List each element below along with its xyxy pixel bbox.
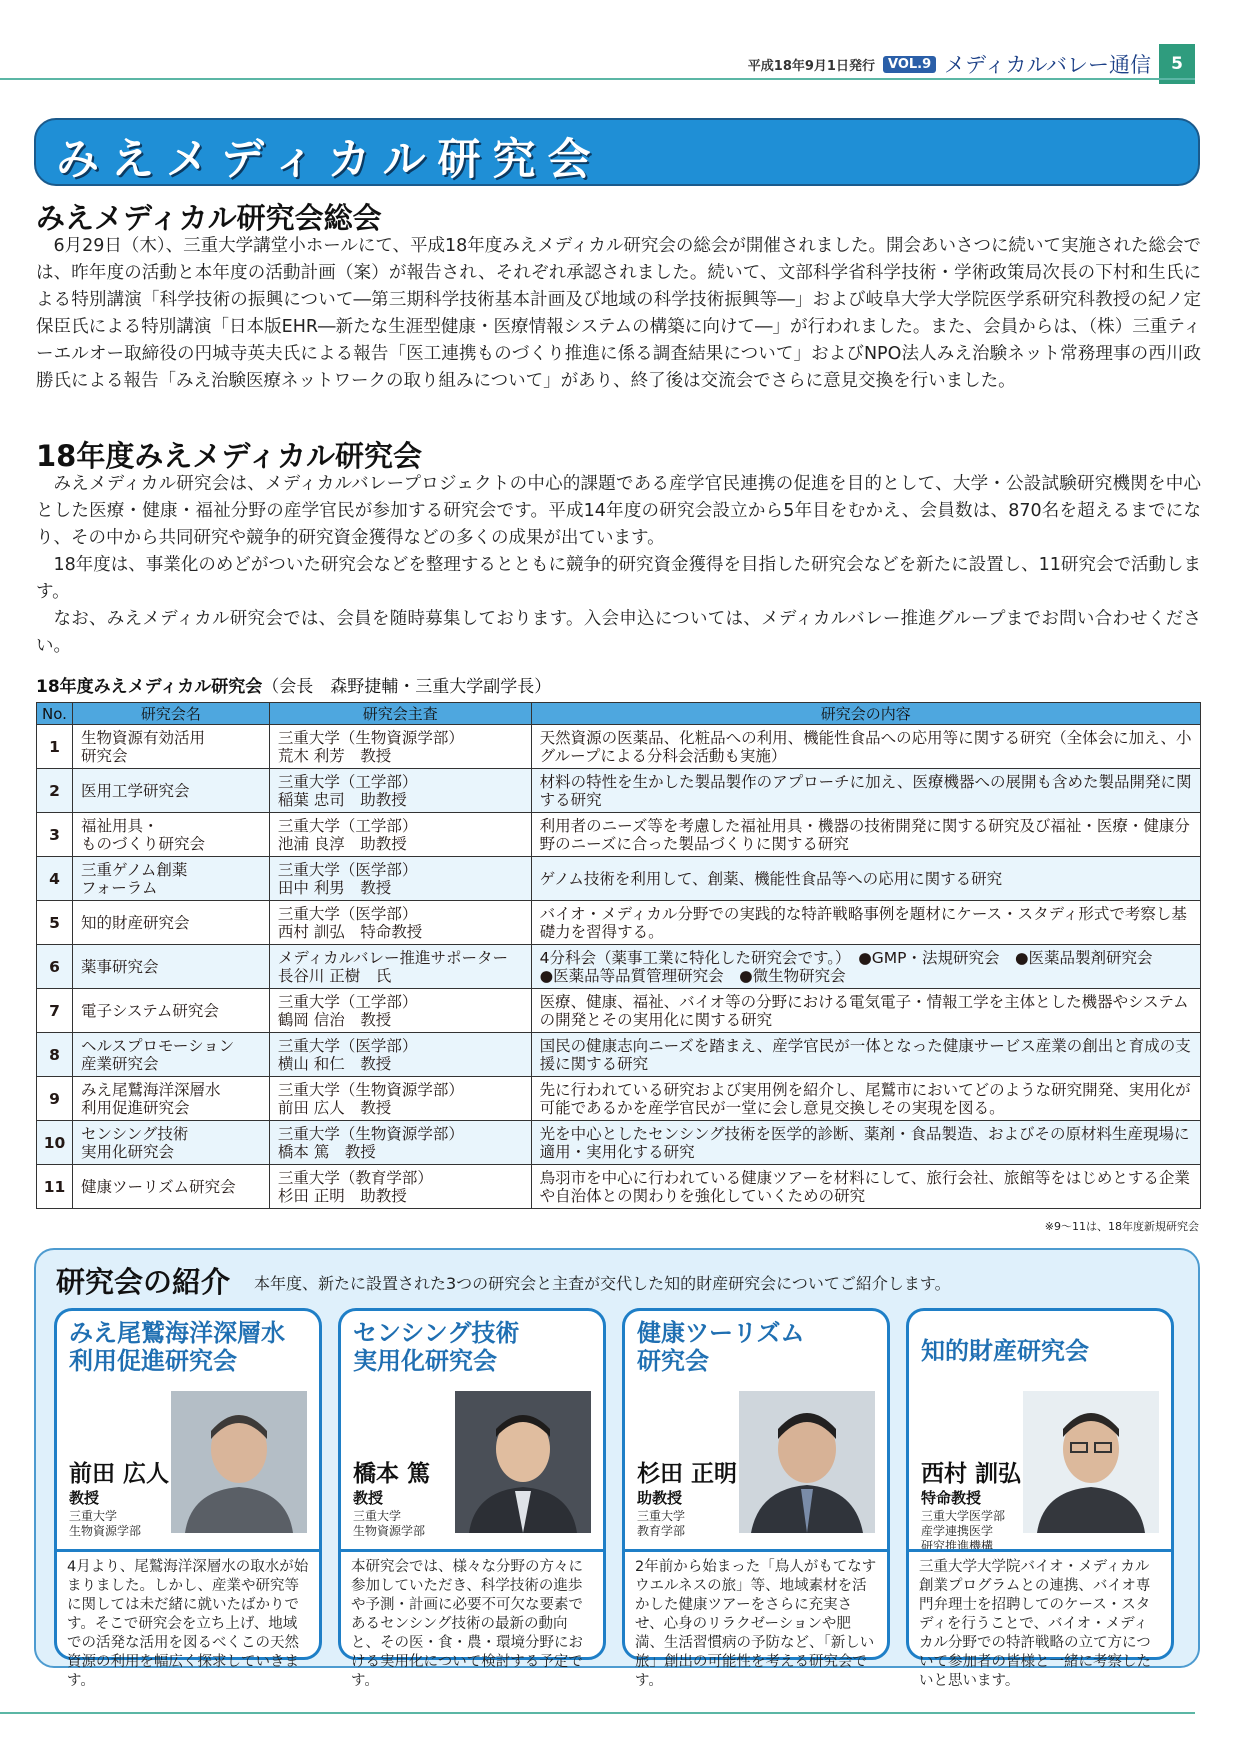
row-content: 鳥羽市を中心に行われている健康ツアーを材料にして、旅行会社、旅館等をはじめとする企業や自治体との関わりを強化していくための研究 (531, 1165, 1200, 1209)
row-name: 福祉用具・ ものづくり研究会 (72, 813, 269, 857)
page-number: 5 (1159, 44, 1195, 84)
person-position: 教授 (353, 1489, 384, 1507)
row-chair: 三重大学（工学部） 鶴岡 信治 教授 (269, 989, 531, 1033)
intro-subtitle: 本年度、新たに設置された3つの研究会と主査が交代した知的財産研究会についてご紹介します。 (254, 1274, 951, 1293)
row-name: 電子システム研究会 (72, 989, 269, 1033)
card-title: みえ尾鷲海洋深層水 利用促進研究会 (69, 1319, 285, 1375)
row-content: 利用者のニーズ等を考慮した福祉用具・機器の技術開発に関する研究及び福祉・医療・健康分野のニーズに合った製品づくりに関する研究 (531, 813, 1200, 857)
row-chair: 三重大学（医学部） 田中 利男 教授 (269, 857, 531, 901)
table-row (37, 857, 1201, 901)
table-row (37, 989, 1201, 1033)
title-banner (34, 118, 1200, 186)
row-no: 3 (37, 813, 73, 857)
person-name: 西村 訓弘 (921, 1461, 1022, 1487)
person-position: 助教授 (637, 1489, 683, 1507)
card-description: 三重大学大学院バイオ・メディカル創業プログラムとの連携、バイオ専門弁理士を招聘してのケース・スタディを行うことで、バイオ・メディカル分野での特許戦略の立て方について参加者の皆様と一緒に考察したいと思います。 (909, 1549, 1171, 1663)
col-header-name: 研究会名 (72, 703, 269, 725)
row-name: 知的財産研究会 (72, 901, 269, 945)
header-rule (0, 78, 1195, 80)
row-content: バイオ・メディカル分野での実践的な特許戦略事例を題材にケース・スタディ形式で考察し基礎力を習得する。 (531, 901, 1200, 945)
row-content: ゲノム技術を利用して、創薬、機能性食品等への応用に関する研究 (531, 857, 1200, 901)
table-caption-chair: （会長 森野捷輔・三重大学副学長） (262, 677, 552, 697)
table-row (37, 769, 1201, 813)
row-no: 9 (37, 1077, 73, 1121)
row-content: 4分科会（薬事工業に特化した研究会です。） ●GMP・法規研究会 ●医薬品製剤研究会 ●医薬品等品質管理研究会 ●微生物研究会 (531, 945, 1200, 989)
issue-date: 平成18年9月1日発行 (747, 58, 875, 74)
table-header-row (37, 703, 1201, 725)
card-title: センシング技術 実用化研究会 (353, 1319, 520, 1375)
table-row (37, 1077, 1201, 1121)
person-icon (455, 1391, 591, 1533)
row-name: 健康ツーリズム研究会 (72, 1165, 269, 1209)
person-affiliation: 三重大学 教育学部 (637, 1509, 686, 1538)
row-content: 天然資源の医薬品、化粧品への利用、機能性食品への応用等に関する研究（全体会に加え、小グループによる分科会活動も実施） (531, 725, 1200, 769)
portrait-photo (171, 1391, 307, 1533)
row-no: 1 (37, 725, 73, 769)
volume-badge: VOL.9 (883, 56, 936, 73)
row-chair: 三重大学（教育学部） 杉田 正明 助教授 (269, 1165, 531, 1209)
row-chair: 三重大学（医学部） 横山 和仁 教授 (269, 1033, 531, 1077)
row-content: 材料の特性を生かした製品製作のアプローチに加え、医療機器への展開も含めた製品開発に関する研究 (531, 769, 1200, 813)
person-affiliation: 三重大学 生物資源学部 (69, 1509, 142, 1538)
row-no: 8 (37, 1033, 73, 1077)
table-footnote: ※9〜11は、18年度新規研究会 (1044, 1220, 1199, 1233)
row-content: 先に行われている研究および実用例を紹介し、尾鷲市においてどのような研究開発、実用化が可能であるかを産学官民が一堂に会し意見交換しその実現を図る。 (531, 1077, 1200, 1121)
row-no: 6 (37, 945, 73, 989)
row-name: 生物資源有効活用 研究会 (72, 725, 269, 769)
research-groups-table (36, 702, 1201, 1209)
row-name: 医用工学研究会 (72, 769, 269, 813)
general-meeting-paragraph: 6月29日（木）、三重大学講堂小ホールにて、平成18年度みえメディカル研究会の総会が開催されました。開会あいさつに続いて実施された総会では、昨年度の活動と本年度の活動計画（案）が報告され、それぞれ承認されました。続いて、文部科学省科学技術・学術政策局次長の下村和生氏による特別講演「科学技術の振興について―第三期科学技術基本計画及び地域の科学技術振興等―」および岐阜大学大学院医学系研究科教授の紀ノ定保臣氏による特別講演「日本版EHR―新たな生涯型健康・医療情報システムの構築に向けて―」が行われました。また、会員からは、（株）三重ティーエルオー取締役の円城寺英夫氏による報告「医工連携ものづくり推進に係る調査結果について」およびNPO法人みえ治験ネット常務理事の西川政勝氏による報告「みえ治験医療ネットワークの取り組みについて」があり、終了後は交流会でさらに意見交換を行いました。 (36, 236, 1201, 391)
intro-title: 研究会の紹介 (56, 1265, 231, 1299)
row-name: 薬事研究会 (72, 945, 269, 989)
row-content: 医療、健康、福祉、バイオ等の分野における電気電子・情報工学を主体とした機器やシステムの開発とその実用化に関する研究 (531, 989, 1200, 1033)
person-name: 前田 広人 (69, 1461, 170, 1487)
portrait-photo (739, 1391, 875, 1533)
row-chair: 三重大学（生物資源学部） 荒木 利芳 教授 (269, 725, 531, 769)
person-icon (171, 1391, 307, 1533)
row-chair: 三重大学（生物資源学部） 橋本 篤 教授 (269, 1121, 531, 1165)
section-title-research-groups: 18年度みえメディカル研究会 (36, 439, 423, 473)
intro-card-health-tourism (622, 1308, 890, 1689)
research-groups-paragraph-3: なお、みえメディカル研究会では、会員を随時募集しております。入会申込については、メディカルバレー推進グループまでお問い合わせください。 (36, 609, 1201, 656)
intro-card-sensing (338, 1308, 606, 1689)
table-caption (36, 672, 551, 697)
table-row (37, 901, 1201, 945)
banner-title: みえメディカル研究会 (56, 135, 603, 185)
card-description: 2年前から始まった「鳥人がもてなすウエルネスの旅」等、地域素材を活かした健康ツアーをさらに充実させ、心身のリラクゼーションや肥満、生活習慣病の予防など、「新しい旅」創出の可能性を考える研究会です。 (625, 1549, 887, 1663)
row-no: 7 (37, 989, 73, 1033)
table-row (37, 945, 1201, 989)
row-name: ヘルスプロモーション 産業研究会 (72, 1033, 269, 1077)
row-name: センシング技術 実用化研究会 (72, 1121, 269, 1165)
row-no: 10 (37, 1121, 73, 1165)
research-groups-paragraph-2: 18年度は、事業化のめどがついた研究会などを整理するとともに競争的研究資金獲得を目指した研究会などを新たに設置し、11研究会で活動します。 (36, 555, 1201, 602)
row-chair: 三重大学（工学部） 池浦 良淳 助教授 (269, 813, 531, 857)
table-row (37, 813, 1201, 857)
row-name: 三重ゲノム創薬 フォーラム (72, 857, 269, 901)
intro-card-deep-sea-water (54, 1308, 322, 1689)
row-no: 5 (37, 901, 73, 945)
person-position: 特命教授 (921, 1489, 982, 1507)
row-chair: 三重大学（医学部） 西村 訓弘 特命教授 (269, 901, 531, 945)
table-row (37, 1165, 1201, 1209)
row-no: 2 (37, 769, 73, 813)
person-affiliation: 三重大学 生物資源学部 (353, 1509, 426, 1538)
col-header-chair: 研究会主査 (269, 703, 531, 725)
newsletter-title: メディカルバレー通信 (944, 53, 1151, 77)
row-no: 4 (37, 857, 73, 901)
table-caption-title: 18年度みえメディカル研究会 (36, 677, 263, 697)
person-affiliation: 三重大学医学部 産学連携医学 研究推進機構 (921, 1509, 1006, 1553)
research-groups-paragraph-1: みえメディカル研究会は、メディカルバレープロジェクトの中心的課題である産学官民連携の促進を目的として、大学・公設試験研究機関を中心とした医療・健康・福祉分野の産学官民が参加する研究会です。平成14年度の研究会設立から5年目をむかえ、会員数は、870名を超えるまでになり、その中から共同研究や競争的研究資金獲得などの多くの成果が出ています。 (36, 474, 1201, 548)
col-header-no: No. (37, 703, 73, 725)
person-icon (739, 1391, 875, 1533)
col-header-content: 研究会の内容 (531, 703, 1200, 725)
intro-card-intellectual-property (906, 1308, 1174, 1689)
footer-rule (0, 1712, 1195, 1714)
portrait-photo (455, 1391, 591, 1533)
person-name: 橋本 篤 (353, 1461, 431, 1487)
table-row (37, 1121, 1201, 1165)
row-chair: 三重大学（生物資源学部） 前田 広人 教授 (269, 1077, 531, 1121)
card-title: 健康ツーリズム 研究会 (637, 1319, 805, 1375)
portrait-photo (1023, 1391, 1159, 1533)
row-content: 国民の健康志向ニーズを踏まえ、産学官民が一体となった健康サービス産業の創出と育成の支援に関する研究 (531, 1033, 1200, 1077)
person-position: 教授 (69, 1489, 100, 1507)
row-name: みえ尾鷲海洋深層水 利用促進研究会 (72, 1077, 269, 1121)
card-title: 知的財産研究会 (921, 1337, 1089, 1365)
card-description: 本研究会では、様々な分野の方々に参加していただき、科学技術の進歩や予測・計画に必要不可欠な要素であるセンシング技術の最新の動向と、その医・食・農・環境分野における実用化について検討する予定です。 (341, 1549, 603, 1663)
person-name: 杉田 正明 (637, 1461, 738, 1487)
row-no: 11 (37, 1165, 73, 1209)
introduction-box (34, 1248, 1200, 1689)
row-chair: 三重大学（工学部） 稲葉 忠司 助教授 (269, 769, 531, 813)
person-icon (1023, 1391, 1159, 1533)
table-row (37, 1033, 1201, 1077)
row-chair: メディカルバレー推進サポーター 長谷川 正樹 氏 (269, 945, 531, 989)
section-title-general-meeting: みえメディカル研究会総会 (36, 201, 382, 235)
card-description: 4月より、尾鷲海洋深層水の取水が始まりました。しかし、産業や研究等に関しては未だ緒に就いたばかりです。そこで研究会を立ち上げ、地域での活発な活用を図るべくこの天然資源の利用を幅広く探求していきます。 (57, 1549, 319, 1663)
row-content: 光を中心としたセンシング技術を医学的診断、薬剤・食品製造、およびその原材料生産現場に適用・実用化する研究 (531, 1121, 1200, 1165)
table-row (37, 725, 1201, 769)
